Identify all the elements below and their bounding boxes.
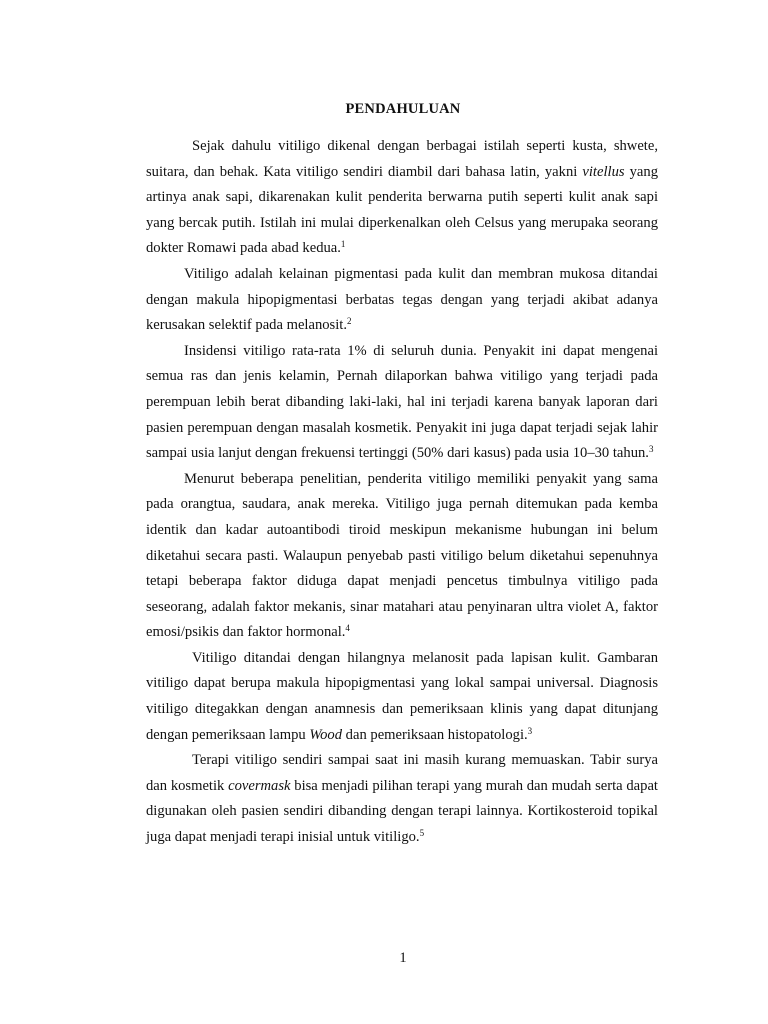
citation-number: 5 bbox=[419, 828, 425, 839]
italic-term-vitellus: vitellus bbox=[582, 163, 625, 180]
paragraph-3 bbox=[146, 339, 658, 467]
paragraph-2 bbox=[146, 262, 658, 339]
italic-term-covermask: covermask bbox=[228, 777, 291, 794]
citation-number: 2 bbox=[347, 316, 352, 327]
page-title: PENDAHULUAN bbox=[345, 101, 461, 117]
paragraph-text: yang artinya anak sapi, dikarenakan kulit penderita berwarna putih seperti kulit anak sapi yang bercak putih. Istilah ini mulai diperkenalkan oleh Celsus yang merupaka seorang dokter Romawi pada abad kedua. bbox=[146, 163, 658, 257]
paragraph-text: Menurut beberapa penelitian, penderita vitiligo memiliki penyakit yang sama pada orangtua, saudara, anak mereka. Vitiligo juga pernah ditemukan pada kemba identik dan kadar autoantibodi tiroid meskipun mekanisme hubungan ini belum diketahui secara pasti. Walaupun penyebab pasti vitiligo belum diketahui sepenuhnya tetapi beberapa faktor diduga dapat menjadi pencetus timbulnya vitiligo pada seseorang, adalah faktor mekanis, sinar matahari atau penyinaran ultra violet A, faktor emosi/psikis dan faktor hormonal. bbox=[146, 470, 658, 641]
paragraph-text: dan pemeriksaan histopatologi. bbox=[342, 726, 528, 743]
paragraph-1 bbox=[146, 134, 658, 262]
citation-number: 4 bbox=[345, 623, 350, 634]
page-number: 1 bbox=[399, 950, 407, 966]
paragraph-text: Sejak dahulu vitiligo dikenal dengan berbagai istilah seperti kusta, shwete, suitara, dan behak. Kata vitiligo sendiri diambil dari bahasa latin, yakni bbox=[146, 138, 658, 180]
citation-number: 3 bbox=[527, 725, 533, 736]
citation-number: 1 bbox=[340, 239, 346, 250]
paragraph-6 bbox=[146, 748, 658, 850]
italic-term-wood: Wood bbox=[309, 726, 343, 743]
paragraph-text: Terapi vitiligo sendiri sampai saat ini masih kurang memuaskan. Tabir surya dan kosmetik bbox=[146, 752, 658, 794]
document-body bbox=[146, 134, 658, 851]
citation-number: 3 bbox=[648, 444, 654, 455]
paragraph-text: Vitiligo adalah kelainan pigmentasi pada kulit dan membran mukosa ditandai dengan makula hipopigmentasi berbatas tegas dengan yang terjadi akibat adanya kerusakan selektif pada melanosit. bbox=[146, 265, 658, 334]
paragraph-text: bisa menjadi pilihan terapi yang murah dan mudah serta dapat digunakan oleh pasien sendiri dibanding dengan terapi lainnya. Kortikosteroid topikal juga dapat menjadi terapi inisial untuk vitiligo. bbox=[146, 777, 658, 846]
paragraph-5 bbox=[146, 646, 658, 748]
paragraph-text: Insidensi vitiligo rata-rata 1% di seluruh dunia. Penyakit ini dapat mengenai semua ras dan jenis kelamin, Pernah dilaporkan bahwa vitiligo yang terjadi pada perempuan lebih berat dibanding laki-laki, hal ini terjadi karena banyak laporan dari pasien perempuan dengan masalah kosmetik. Penyakit ini juga dapat terjadi sejak lahir sampai usia lanjut dengan frekuensi tertinggi (50% dari kasus) pada usia 10–30 tahun. bbox=[146, 342, 658, 462]
paragraph-4 bbox=[146, 467, 658, 646]
paragraph-text: Vitiligo ditandai dengan hilangnya melanosit pada lapisan kulit. Gambaran vitiligo dapat berupa makula hipopigmentasi yang lokal sampai universal. Diagnosis vitiligo ditegakkan dengan anamnesis dan pemeriksaan klinis yang dapat ditunjang dengan pemeriksaan lampu bbox=[146, 649, 658, 743]
